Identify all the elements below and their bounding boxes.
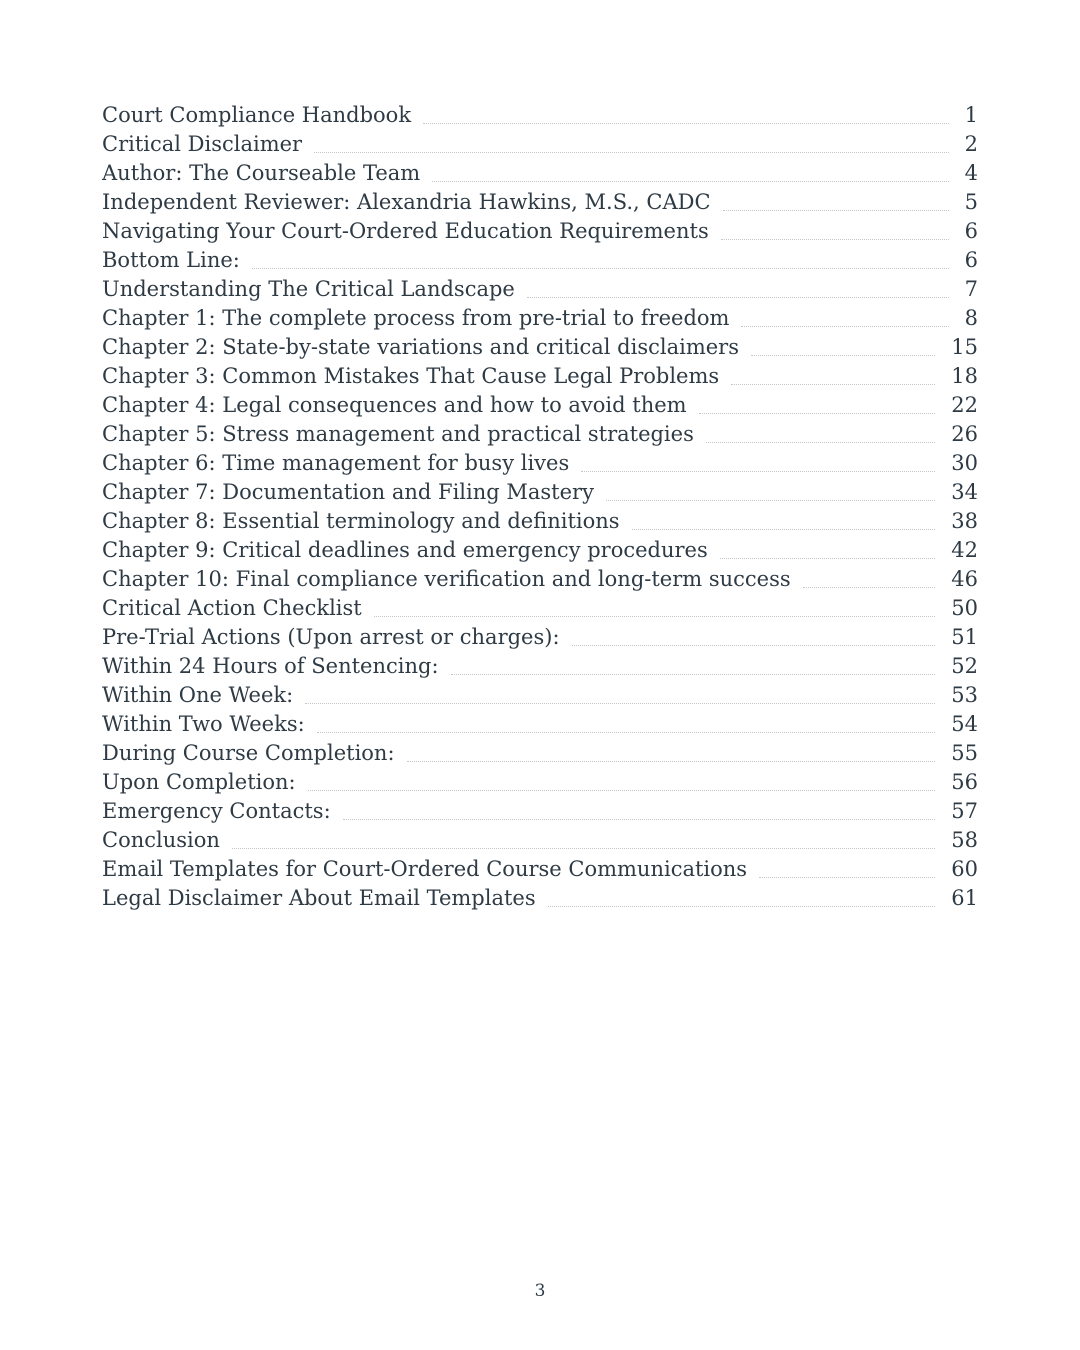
toc-entry-page: 18 — [951, 364, 978, 388]
toc-entry — [102, 391, 978, 420]
dot-leader — [699, 391, 936, 414]
toc-entry-title: Chapter 8: Essential terminology and definitions — [102, 509, 620, 533]
toc-entry-page: 4 — [964, 161, 978, 185]
toc-entry-page: 2 — [964, 132, 978, 156]
toc-entry — [102, 855, 978, 884]
toc-entry-title: Legal Disclaimer About Email Templates — [102, 886, 536, 910]
toc-entry-title: Author: The Courseable Team — [102, 161, 421, 185]
toc-entry-title: Conclusion — [102, 828, 220, 852]
toc-entry-page: 1 — [964, 103, 978, 127]
toc-entry — [102, 681, 978, 710]
dot-leader — [721, 217, 949, 240]
toc-entry-title: Chapter 10: Final compliance verification and long-term success — [102, 567, 791, 591]
toc-entry-page: 58 — [951, 828, 978, 852]
toc-entry-page: 52 — [951, 654, 978, 678]
toc-entry-page: 56 — [951, 770, 978, 794]
toc-entry-title: Chapter 3: Common Mistakes That Cause Legal Problems — [102, 364, 720, 388]
toc-entry — [102, 594, 978, 623]
toc-entry — [102, 130, 978, 159]
toc-entry-title: Understanding The Critical Landscape — [102, 277, 515, 301]
dot-leader — [720, 536, 936, 559]
toc-entry-page: 5 — [964, 190, 978, 214]
toc-entry-title: Pre-Trial Actions (Upon arrest or charges): — [102, 625, 560, 649]
toc-entry — [102, 826, 978, 855]
toc-entry — [102, 478, 978, 507]
toc-entry — [102, 623, 978, 652]
toc-entry-title: Within Two Weeks: — [102, 712, 305, 736]
toc-entry-page: 30 — [951, 451, 978, 475]
dot-leader — [308, 768, 936, 791]
dot-leader — [451, 652, 936, 675]
dot-leader — [706, 420, 935, 443]
toc-entry-title: Navigating Your Court-Ordered Education Requirements — [102, 219, 709, 243]
dot-leader — [741, 304, 948, 327]
dot-leader — [751, 333, 935, 356]
toc-entry — [102, 217, 978, 246]
toc-entry-page: 54 — [951, 712, 978, 736]
toc-entry-page: 15 — [951, 335, 978, 359]
toc-entry-title: Chapter 2: State-by-state variations and critical disclaimers — [102, 335, 739, 359]
toc-entry — [102, 652, 978, 681]
toc-entry-page: 26 — [951, 422, 978, 446]
toc-entry — [102, 565, 978, 594]
toc-entry-page: 42 — [951, 538, 978, 562]
toc-entry — [102, 304, 978, 333]
toc-entry-title: Chapter 7: Documentation and Filing Mastery — [102, 480, 594, 504]
toc-entry-title: Chapter 1: The complete process from pre-trial to freedom — [102, 306, 730, 330]
toc-entry-page: 57 — [951, 799, 978, 823]
dot-leader — [731, 362, 935, 385]
toc-entry — [102, 739, 978, 768]
toc-entry-title: Emergency Contacts: — [102, 799, 331, 823]
toc-entry — [102, 797, 978, 826]
dot-leader — [423, 101, 949, 124]
dot-leader — [803, 565, 936, 588]
toc-entry — [102, 159, 978, 188]
toc-entry — [102, 710, 978, 739]
toc-entry-title: Within One Week: — [102, 683, 294, 707]
toc-entry-page: 60 — [951, 857, 978, 881]
toc-entry — [102, 768, 978, 797]
toc-entry-title: Critical Disclaimer — [102, 132, 303, 156]
toc-entry — [102, 362, 978, 391]
toc-entry — [102, 507, 978, 536]
toc-entry-page: 50 — [951, 596, 978, 620]
toc-entry — [102, 246, 978, 275]
toc-entry — [102, 333, 978, 362]
toc-entry — [102, 449, 978, 478]
dot-leader — [432, 159, 948, 182]
toc-entry — [102, 275, 978, 304]
toc-entry-title: Independent Reviewer: Alexandria Hawkins, M.S., CADC — [102, 190, 711, 214]
dot-leader — [572, 623, 936, 646]
toc-entry — [102, 420, 978, 449]
toc-entry-page: 38 — [951, 509, 978, 533]
toc-entry-page: 55 — [951, 741, 978, 765]
toc-entry-title: Chapter 6: Time management for busy lives — [102, 451, 570, 475]
toc-entry-title: Chapter 5: Stress management and practical strategies — [102, 422, 694, 446]
dot-leader — [606, 478, 935, 501]
dot-leader — [232, 826, 935, 849]
dot-leader — [723, 188, 949, 211]
dot-leader — [527, 275, 949, 298]
dot-leader — [407, 739, 936, 762]
toc-entry-title: Upon Completion: — [102, 770, 296, 794]
toc-entry-page: 6 — [964, 248, 978, 272]
toc-entry-title: During Course Completion: — [102, 741, 395, 765]
dot-leader — [314, 130, 949, 153]
toc-entry-page: 34 — [951, 480, 978, 504]
toc-entry-title: Court Compliance Handbook — [102, 103, 412, 127]
dot-leader — [759, 855, 935, 878]
dot-leader — [305, 681, 935, 704]
dot-leader — [317, 710, 936, 733]
dot-leader — [252, 246, 949, 269]
toc-entry-page: 7 — [964, 277, 978, 301]
toc-entry-title: Critical Action Checklist — [102, 596, 362, 620]
dot-leader — [374, 594, 936, 617]
toc-entry-page: 61 — [951, 886, 978, 910]
toc-entry-page: 22 — [951, 393, 978, 417]
toc-entry — [102, 884, 978, 913]
toc-entry-page: 6 — [964, 219, 978, 243]
toc-entry-title: Chapter 4: Legal consequences and how to avoid them — [102, 393, 687, 417]
toc-entry-page: 46 — [951, 567, 978, 591]
toc-entry-page: 8 — [964, 306, 978, 330]
table-of-contents — [102, 101, 978, 913]
dot-leader — [581, 449, 935, 472]
toc-entry-title: Email Templates for Court-Ordered Course Communications — [102, 857, 748, 881]
dot-leader — [343, 797, 936, 820]
toc-entry-title: Chapter 9: Critical deadlines and emergency procedures — [102, 538, 708, 562]
toc-entry — [102, 536, 978, 565]
toc-entry — [102, 101, 978, 130]
dot-leader — [548, 884, 936, 907]
toc-entry-page: 51 — [951, 625, 978, 649]
toc-entry-page: 53 — [951, 683, 978, 707]
toc-entry — [102, 188, 978, 217]
page-number-footer: 3 — [534, 1281, 546, 1301]
dot-leader — [632, 507, 936, 530]
toc-entry-title: Bottom Line: — [102, 248, 240, 272]
toc-entry-title: Within 24 Hours of Sentencing: — [102, 654, 439, 678]
